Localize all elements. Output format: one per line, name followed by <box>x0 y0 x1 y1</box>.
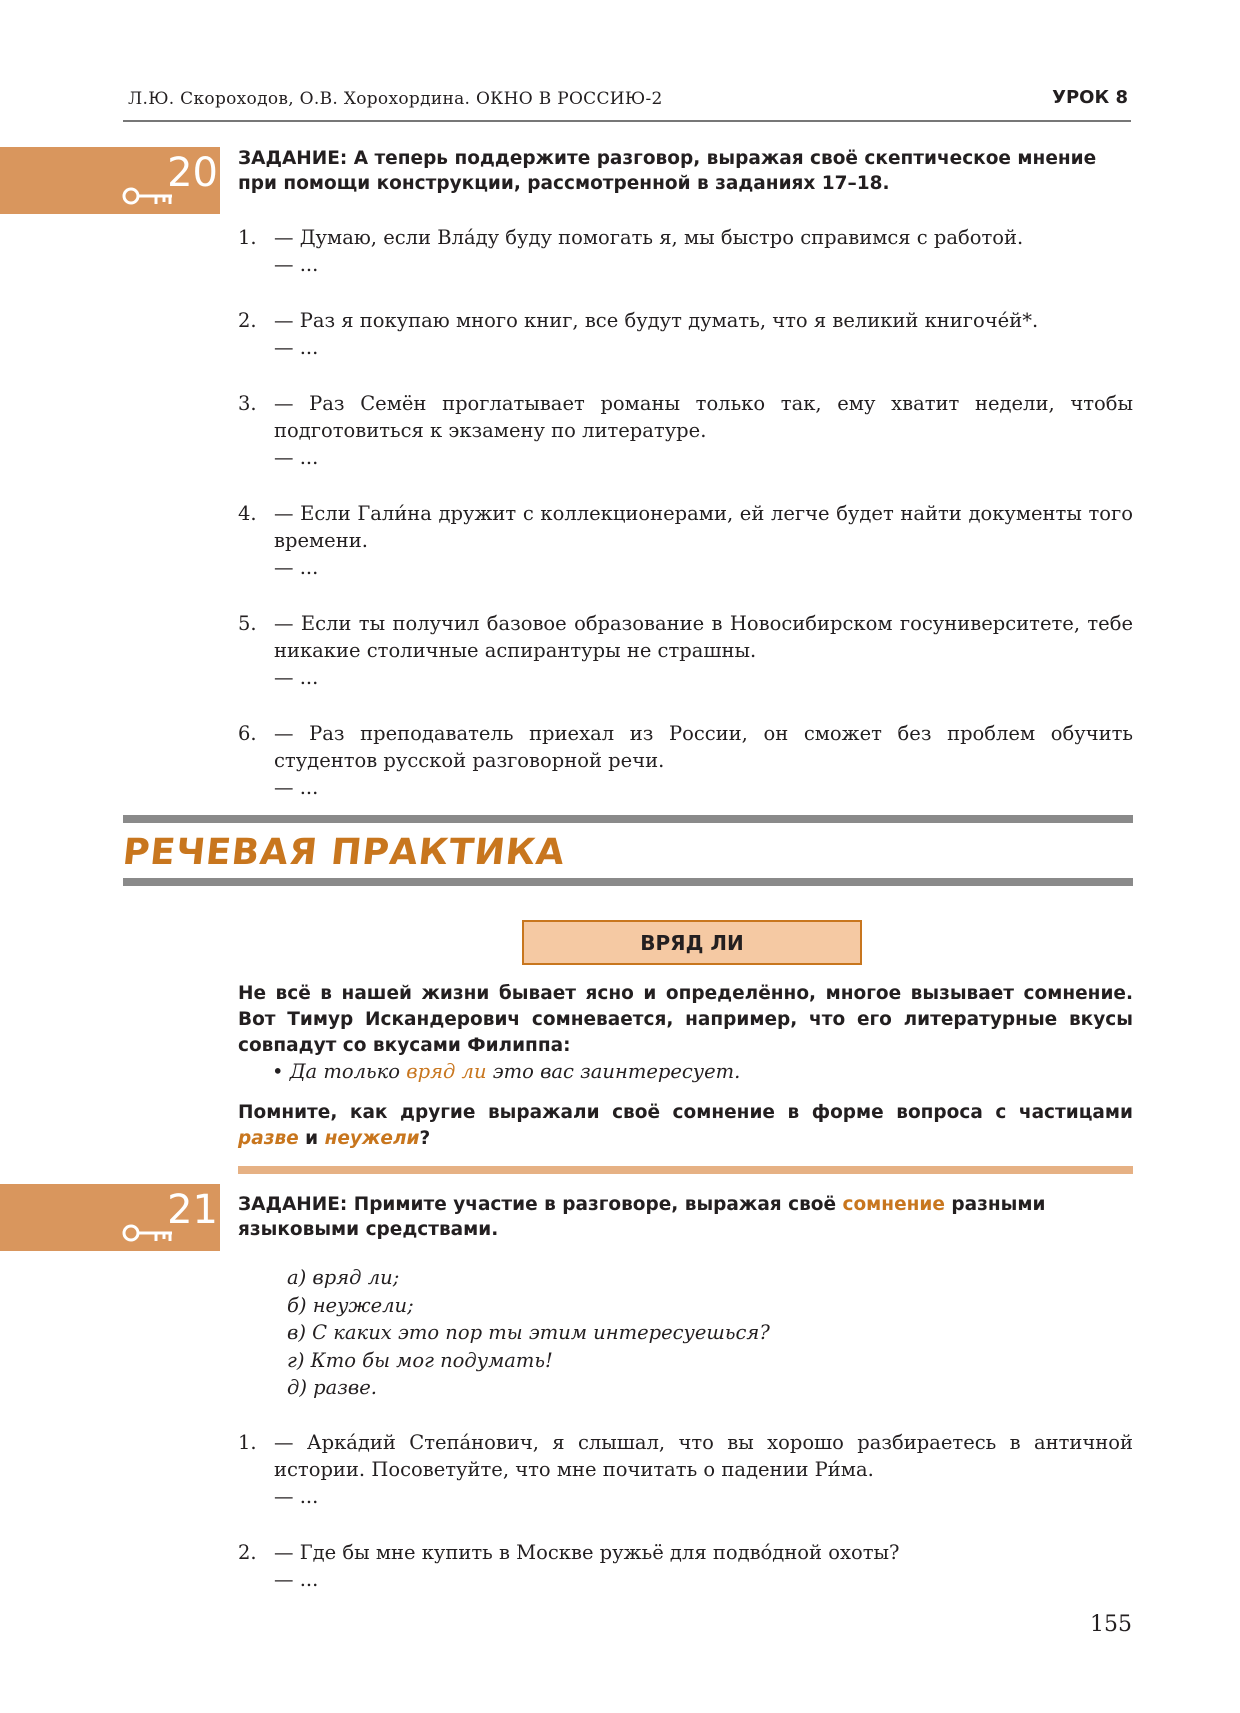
item-reply: — ... <box>274 666 319 689</box>
exercise-item <box>238 390 1133 471</box>
item-reply: — ... <box>274 1568 319 1591</box>
item-number: 4. <box>238 502 257 525</box>
bullet-text-before: Да только <box>289 1060 407 1083</box>
item-text: — Раз я покупаю много книг, все будут думать, что я великий книгоче́й*. <box>274 309 1039 332</box>
exercise-item <box>238 720 1133 801</box>
exercise-item <box>238 610 1133 691</box>
topic-box-title: ВРЯД ЛИ <box>522 920 862 965</box>
item-text: — Раз преподаватель приехал из России, он сможет без проблем обучить студентов русской разговорной речи. <box>274 722 1133 772</box>
exercise-item <box>238 1539 1133 1593</box>
item-reply: — ... <box>274 336 319 359</box>
item-reply: — ... <box>274 556 319 579</box>
options-list <box>287 1264 770 1402</box>
task-label: ЗАДАНИЕ: <box>238 148 348 169</box>
task-21-instruction <box>238 1192 1133 1242</box>
item-reply: — ... <box>274 253 319 276</box>
remember-after: ? <box>419 1128 431 1149</box>
option-item: б) неужели; <box>287 1293 414 1317</box>
bullet-highlight: вряд ли <box>406 1060 487 1083</box>
item-number: 3. <box>238 392 257 415</box>
header-lesson: УРОК 8 <box>1052 87 1128 108</box>
remember-paragraph <box>238 1100 1133 1152</box>
divider-rule <box>238 1166 1133 1174</box>
task-number: 21 <box>167 1187 218 1233</box>
section-title: РЕЧЕВАЯ ПРАКТИКА <box>120 832 568 873</box>
exercise-item <box>238 1429 1133 1510</box>
item-text: — Арка́дий Степа́нович, я слышал, что вы хорошо разбираетесь в античной истории. Посоветуйте, что мне почитать о падении Ри́ма. <box>274 1431 1133 1481</box>
bullet-text-after: это вас заинтересует. <box>486 1060 741 1083</box>
remember-word-razve: разве <box>238 1128 299 1149</box>
page-number: 155 <box>1090 1612 1132 1637</box>
exercise-item <box>238 500 1133 581</box>
remember-before: Помните, как другие выражали своё сомнение в форме вопроса с частицами <box>238 1102 1133 1123</box>
item-number: 6. <box>238 722 257 745</box>
item-number: 2. <box>238 1541 257 1564</box>
remember-word-neuzheli: неужели <box>324 1128 420 1149</box>
task-20-instruction <box>238 146 1133 196</box>
task-21-badge <box>0 1184 220 1251</box>
option-item: г) Кто бы мог подумать! <box>287 1348 553 1372</box>
task-text-before: Примите участие в разговоре, выражая своё <box>347 1194 843 1215</box>
item-text: — Думаю, если Вла́ду буду помогать я, мы быстро справимся с работой. <box>274 226 1024 249</box>
option-item: а) вряд ли; <box>287 1266 400 1289</box>
header-title: Л.Ю. Скороходов, О.В. Хорохордина. ОКНО В РОССИЮ-2 <box>128 89 663 109</box>
running-header <box>123 86 1131 122</box>
key-icon <box>122 1222 174 1244</box>
task-20-badge <box>0 147 220 214</box>
item-reply: — ... <box>274 1485 319 1508</box>
item-reply: — ... <box>274 776 319 799</box>
intro-paragraph: Не всё в нашей жизни бывает ясно и определённо, многое вызывает сомнение. Вот Тимур Искандерович сомневается, например, что его литературные вкусы совпадут со вкусами Филиппа: <box>238 983 1133 1056</box>
option-item: в) С каких это пор ты этим интересуешься? <box>287 1321 770 1344</box>
key-icon <box>122 185 174 207</box>
option-item: д) разве. <box>287 1376 377 1399</box>
example-bullet: • Да только вряд ли это вас заинтересует. <box>272 1060 741 1083</box>
task-number: 20 <box>167 150 218 196</box>
item-number: 1. <box>238 1431 257 1454</box>
remember-mid: и <box>298 1128 325 1149</box>
section-rule-bottom <box>123 878 1133 886</box>
item-text: — Где бы мне купить в Москве ружьё для подво́дной охоты? <box>274 1541 900 1564</box>
item-number: 1. <box>238 226 257 249</box>
task-label: ЗАДАНИЕ: <box>238 1194 348 1215</box>
exercise-item <box>238 307 1133 361</box>
task-text-highlight: сомнение <box>842 1194 945 1215</box>
item-text: — Если Гали́на дружит с коллекционерами, ей легче будет найти документы того времени. <box>274 502 1133 552</box>
item-reply: — ... <box>274 446 319 469</box>
item-text: — Раз Семён проглатывает романы только так, ему хватит недели, чтобы подготовиться к экзамену по литературе. <box>274 392 1133 442</box>
task-text-after: разными языковыми средствами. <box>238 1194 1046 1240</box>
exercise-item <box>238 224 1133 278</box>
item-number: 2. <box>238 309 257 332</box>
item-text: — Если ты получил базовое образование в Новосибирском госуниверситете, тебе никакие столичные аспирантуры не страшны. <box>274 612 1133 662</box>
section-rule-top <box>123 815 1133 823</box>
item-number: 5. <box>238 612 257 635</box>
task-text: А теперь поддержите разговор, выражая своё скептическое мнение при помощи конструкции, рассмотренной в заданиях 17–18. <box>238 148 1097 194</box>
